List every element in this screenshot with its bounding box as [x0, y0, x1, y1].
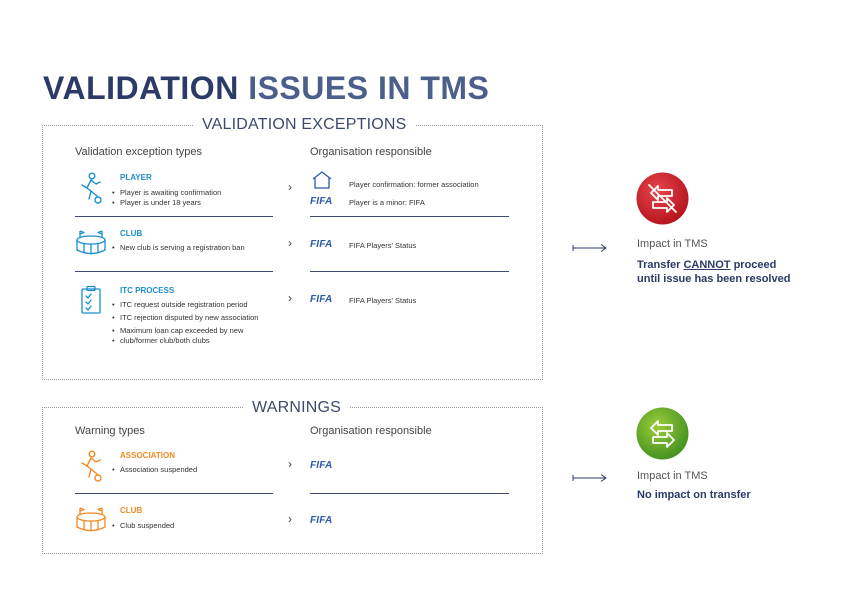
exceptions-impact-label: Impact in TMS	[637, 238, 708, 250]
exceptions-col-org: Organisation responsible	[310, 146, 432, 158]
exceptions-row1-category: PLAYER	[120, 173, 152, 182]
list-item: • ITC request outside registration period	[112, 300, 258, 310]
divider	[310, 493, 509, 494]
fifa-logo: FIFA	[310, 294, 333, 305]
player-icon	[78, 450, 104, 482]
warnings-impact-label: Impact in TMS	[637, 470, 708, 482]
chevron-right-icon: ›	[288, 291, 292, 305]
fifa-logo: FIFA	[310, 239, 333, 250]
divider	[75, 493, 273, 494]
exceptions-row2-category: CLUB	[120, 229, 143, 238]
home-icon	[311, 171, 333, 189]
list-item: • Player is awaiting confirmation	[112, 188, 221, 198]
divider	[310, 271, 509, 272]
exceptions-row1-bullets	[112, 188, 221, 208]
exceptions-row3-bullets	[112, 300, 258, 346]
divider	[310, 216, 509, 217]
fifa-logo: FIFA	[310, 515, 333, 526]
exceptions-box-label: VALIDATION EXCEPTIONS	[194, 116, 415, 134]
warnings-col-org: Organisation responsible	[310, 425, 432, 437]
transfer-blocked-icon	[636, 172, 689, 225]
exceptions-row1-org-2: Player is a minor: FIFA	[349, 198, 425, 207]
warnings-col-types: Warning types	[75, 425, 145, 437]
list-item: • Association suspended	[112, 465, 197, 475]
chevron-right-icon: ›	[288, 457, 292, 471]
arrow-right-icon	[572, 240, 608, 250]
title-part-2: ISSUES IN TMS	[248, 70, 490, 106]
fifa-logo: FIFA	[310, 196, 333, 207]
warnings-row1-bullets	[112, 465, 197, 475]
divider	[75, 216, 273, 217]
warnings-row2-category: CLUB	[120, 506, 143, 515]
checklist-icon	[80, 285, 102, 315]
list-item: • ITC rejection disputed by new association	[112, 313, 258, 323]
exceptions-row2-bullets	[112, 243, 245, 253]
page-title	[43, 70, 489, 107]
list-item: • Maximum loan cap exceeded by new	[112, 326, 258, 336]
transfer-ok-icon	[636, 407, 689, 460]
impact-pre: Transfer	[637, 259, 684, 271]
exceptions-impact-text	[637, 258, 790, 286]
warnings-impact-text: No impact on transfer	[637, 489, 751, 501]
divider	[75, 271, 273, 272]
impact-post: proceed	[730, 259, 777, 271]
list-item-continuation: • club/former club/both clubs	[112, 336, 258, 346]
exceptions-row3-org: FIFA Players' Status	[349, 296, 417, 305]
exceptions-col-types: Validation exception types	[75, 146, 202, 158]
exceptions-row3-category: ITC PROCESS	[120, 286, 175, 295]
warnings-row1-category: ASSOCIATION	[120, 451, 175, 460]
impact-line-2: until issue has been resolved	[637, 273, 791, 285]
exceptions-row2-org: FIFA Players' Status	[349, 241, 417, 250]
impact-emphasis: CANNOT	[683, 259, 731, 271]
player-icon	[78, 172, 104, 204]
arrow-right-icon	[572, 470, 608, 480]
list-item: • Player is under 18 years	[112, 198, 221, 208]
warnings-box-label: WARNINGS	[244, 399, 349, 417]
stadium-icon	[75, 229, 107, 257]
list-item: • Club suspended	[112, 521, 174, 531]
list-item: • New club is serving a registration ban	[112, 243, 245, 253]
chevron-right-icon: ›	[288, 180, 292, 194]
fifa-logo: FIFA	[310, 460, 333, 471]
exceptions-row1-org-1: Player confirmation: former association	[349, 180, 479, 189]
title-part-1: VALIDATION	[43, 70, 239, 106]
warnings-row2-bullets	[112, 521, 174, 531]
chevron-right-icon: ›	[288, 236, 292, 250]
stadium-icon	[75, 506, 107, 534]
chevron-right-icon: ›	[288, 512, 292, 526]
